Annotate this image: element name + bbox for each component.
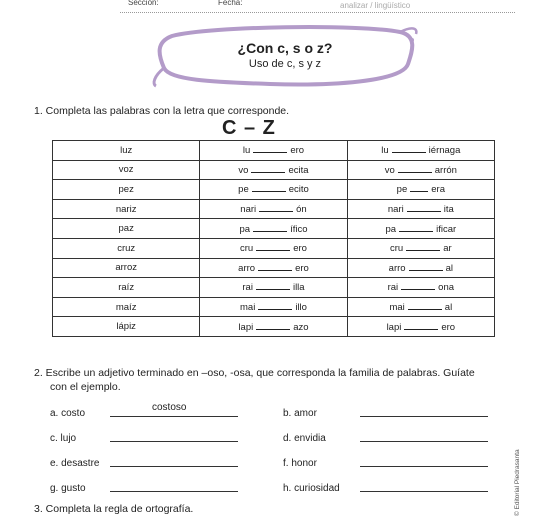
word-prefix: nari bbox=[240, 204, 257, 216]
base-word-cell bbox=[53, 297, 200, 317]
adj-item-e: e. desastre bbox=[50, 458, 100, 469]
fill-in-cell bbox=[200, 199, 347, 219]
table-row bbox=[53, 297, 495, 317]
word-prefix: cru bbox=[240, 243, 254, 255]
adj-item-a: a. costo bbox=[50, 408, 86, 419]
fill-in-cell bbox=[347, 258, 494, 278]
base-word: voz bbox=[118, 164, 134, 176]
word-prefix: lapi bbox=[238, 321, 254, 333]
letter-blank[interactable] bbox=[251, 164, 285, 173]
fill-in-cell bbox=[200, 278, 347, 298]
word-prefix: mai bbox=[389, 302, 405, 314]
word-suffix: ero bbox=[295, 262, 309, 274]
splash-brush-shape bbox=[150, 24, 420, 88]
base-word-cell bbox=[53, 317, 200, 337]
example-answer: costoso bbox=[152, 402, 187, 413]
word-prefix: lu bbox=[381, 145, 389, 157]
section3-instruction: 3. Completa la regla de ortografía. bbox=[34, 503, 194, 515]
answer-line-f[interactable] bbox=[360, 466, 488, 467]
base-word-cell bbox=[53, 258, 200, 278]
word-prefix: vo bbox=[238, 164, 249, 176]
table-row bbox=[53, 238, 495, 258]
word-suffix: ecito bbox=[288, 184, 309, 196]
word-suffix: ona bbox=[438, 282, 455, 294]
word-prefix: vo bbox=[384, 164, 395, 176]
adj-item-c: c. lujo bbox=[50, 433, 77, 444]
base-word: nariz bbox=[115, 203, 137, 215]
word-prefix: arro bbox=[388, 262, 406, 274]
fill-in-cell bbox=[347, 141, 494, 161]
base-word-cell bbox=[53, 219, 200, 239]
adj-item-f: f. honor bbox=[283, 458, 317, 469]
base-word: paz bbox=[118, 223, 134, 235]
section2-instruction-line1: 2. Escribe un adjetivo terminado en –oso, -osa, que corresponda la familia de palabras. Guíate bbox=[34, 367, 475, 379]
adj-item-d: d. envidia bbox=[283, 433, 326, 444]
base-word: lápiz bbox=[116, 321, 136, 333]
base-word-cell bbox=[53, 141, 200, 161]
fill-in-cell bbox=[347, 317, 494, 337]
base-word: cruz bbox=[117, 242, 136, 254]
letter-blank[interactable] bbox=[399, 223, 433, 232]
word-suffix: ón bbox=[296, 204, 307, 216]
letter-blank[interactable] bbox=[256, 321, 290, 330]
base-word: maíz bbox=[115, 301, 137, 313]
adj-item-b: b. amor bbox=[283, 408, 317, 419]
word-suffix: illa bbox=[292, 282, 305, 294]
word-suffix: illo bbox=[295, 302, 307, 314]
seccion-label: Sección: bbox=[128, 0, 159, 7]
skill-label: analizar / lingüístico bbox=[340, 1, 411, 10]
table-row bbox=[53, 258, 495, 278]
table-row bbox=[53, 317, 495, 337]
section1-instruction: 1. Completa las palabras con la letra que corresponde. bbox=[34, 105, 290, 117]
letter-blank[interactable] bbox=[253, 144, 287, 153]
title-splash bbox=[150, 24, 420, 88]
base-word: pez bbox=[118, 183, 134, 195]
letter-blank[interactable] bbox=[259, 203, 293, 212]
answer-line-d[interactable] bbox=[360, 441, 488, 442]
word-suffix: ificar bbox=[436, 223, 457, 235]
word-prefix: rai bbox=[387, 282, 399, 294]
word-suffix: arrón bbox=[434, 164, 457, 176]
fill-in-cell bbox=[200, 141, 347, 161]
word-prefix: pa bbox=[239, 223, 251, 235]
word-prefix: lapi bbox=[386, 321, 402, 333]
fill-in-cell bbox=[347, 199, 494, 219]
letter-blank[interactable] bbox=[408, 301, 442, 310]
letter-blank[interactable] bbox=[406, 242, 440, 251]
answer-line-a[interactable] bbox=[110, 416, 238, 417]
word-suffix: al bbox=[445, 262, 453, 274]
base-word-cell bbox=[53, 238, 200, 258]
fill-in-cell bbox=[200, 238, 347, 258]
page-title: ¿Con c, s o z? bbox=[237, 40, 333, 56]
letter-blank[interactable] bbox=[253, 223, 287, 232]
letter-blank[interactable] bbox=[409, 262, 443, 271]
word-suffix: ita bbox=[443, 204, 454, 216]
word-prefix: mai bbox=[240, 302, 256, 314]
word-suffix: al bbox=[444, 302, 453, 314]
base-word-cell bbox=[53, 180, 200, 200]
letter-blank[interactable] bbox=[407, 203, 441, 212]
word-suffix: ar bbox=[443, 243, 452, 255]
base-word: raíz bbox=[118, 281, 135, 293]
word-prefix: cru bbox=[390, 243, 404, 255]
table-row bbox=[53, 180, 495, 200]
answer-line-c[interactable] bbox=[110, 441, 238, 442]
letter-blank[interactable] bbox=[258, 262, 292, 271]
letter-blank[interactable] bbox=[401, 281, 435, 290]
letter-blank[interactable] bbox=[256, 281, 290, 290]
table-row bbox=[53, 278, 495, 298]
letter-blank[interactable] bbox=[252, 183, 286, 192]
letter-blank[interactable] bbox=[392, 144, 426, 153]
word-suffix: azo bbox=[293, 321, 309, 333]
fill-in-cell bbox=[200, 180, 347, 200]
word-prefix: pe bbox=[396, 184, 408, 196]
word-suffix: ero bbox=[293, 243, 307, 255]
table-row bbox=[53, 160, 495, 180]
page-subtitle: Uso de c, s y z bbox=[248, 58, 322, 70]
word-prefix: lu bbox=[242, 145, 251, 157]
fill-in-cell bbox=[200, 160, 347, 180]
section2-instruction-line2: con el ejemplo. bbox=[50, 381, 121, 393]
word-table bbox=[52, 140, 495, 337]
base-word: arroz bbox=[115, 262, 137, 274]
fill-in-cell bbox=[347, 160, 494, 180]
word-suffix: ífico bbox=[290, 223, 308, 235]
fill-in-cell bbox=[347, 278, 494, 298]
fill-in-cell bbox=[200, 258, 347, 278]
letter-blank[interactable] bbox=[404, 321, 438, 330]
word-prefix: nari bbox=[387, 204, 404, 216]
header-divider bbox=[120, 12, 515, 13]
letter-blank[interactable] bbox=[256, 242, 290, 251]
word-suffix: ecita bbox=[288, 164, 309, 176]
word-prefix: pa bbox=[385, 223, 397, 235]
answer-line-b[interactable] bbox=[360, 416, 488, 417]
publisher-note: © Editorial Piedrasanta bbox=[514, 449, 521, 516]
fill-in-cell bbox=[347, 180, 494, 200]
fill-in-cell bbox=[200, 297, 347, 317]
letter-blank[interactable] bbox=[410, 183, 428, 192]
letters-heading: C – Z bbox=[222, 117, 276, 139]
fill-in-cell bbox=[347, 297, 494, 317]
word-suffix: ero bbox=[441, 321, 456, 333]
fecha-label: Fecha: bbox=[218, 0, 243, 7]
adj-item-g: g. gusto bbox=[50, 483, 86, 494]
answer-line-h[interactable] bbox=[360, 491, 488, 492]
base-word-cell bbox=[53, 278, 200, 298]
answer-line-e[interactable] bbox=[110, 466, 238, 467]
fill-in-cell bbox=[347, 238, 494, 258]
base-word-cell bbox=[53, 160, 200, 180]
word-suffix: iérnaga bbox=[428, 145, 461, 157]
fill-in-cell bbox=[347, 219, 494, 239]
word-prefix: arro bbox=[238, 262, 256, 274]
base-word: luz bbox=[120, 144, 133, 156]
letter-blank[interactable] bbox=[258, 301, 292, 310]
table-row bbox=[53, 199, 495, 219]
word-suffix: ero bbox=[290, 145, 305, 157]
table-row bbox=[53, 219, 495, 239]
adj-item-h: h. curiosidad bbox=[283, 483, 340, 494]
word-prefix: rai bbox=[242, 282, 253, 294]
answer-line-g[interactable] bbox=[110, 491, 238, 492]
letter-blank[interactable] bbox=[398, 164, 432, 173]
base-word-cell bbox=[53, 199, 200, 219]
word-prefix: pe bbox=[238, 184, 249, 196]
word-suffix: era bbox=[431, 184, 445, 196]
fill-in-cell bbox=[200, 317, 347, 337]
fill-in-cell bbox=[200, 219, 347, 239]
table-row bbox=[53, 141, 495, 161]
